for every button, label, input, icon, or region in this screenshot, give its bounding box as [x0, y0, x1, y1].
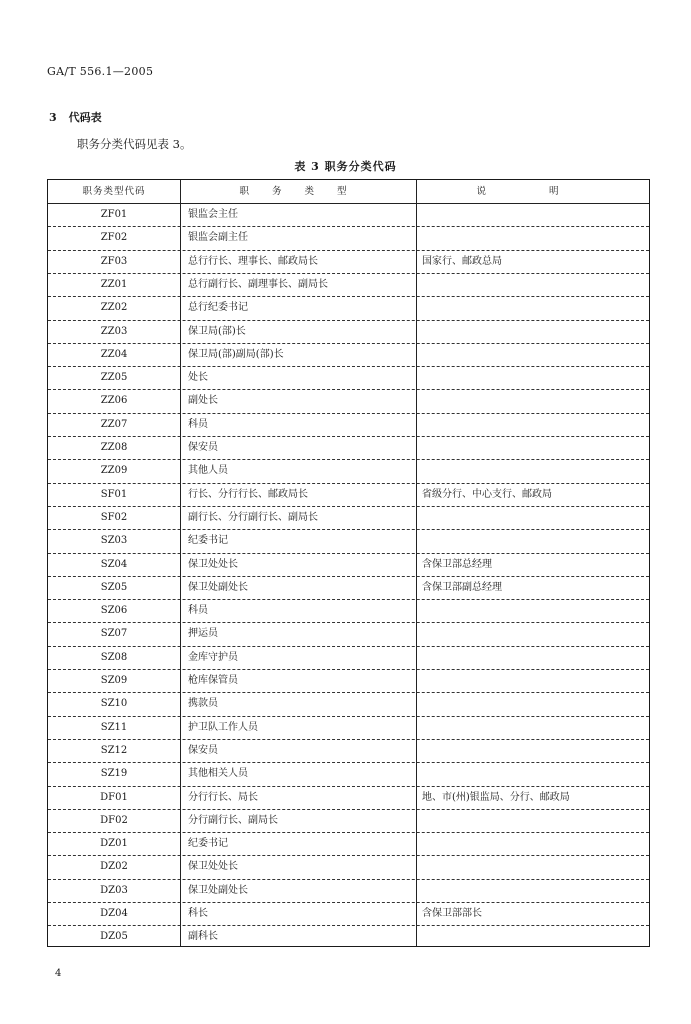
code-cell: DZ02 — [100, 861, 128, 873]
table-caption: 表 3 职务分类代码 — [294, 160, 397, 173]
note-cell — [422, 832, 648, 855]
row-rule — [48, 925, 649, 926]
intro-paragraph: 职务分类代码见表 3。 — [77, 137, 192, 151]
code-cell: DZ03 — [100, 884, 128, 896]
table-row — [48, 762, 649, 785]
row-rule — [48, 879, 649, 880]
code-cell: ZZ09 — [100, 465, 128, 477]
code-cell: SZ10 — [100, 698, 128, 710]
type-cell: 副科长 — [188, 931, 218, 943]
table-row — [48, 459, 649, 482]
table-row — [48, 832, 649, 855]
note-cell — [422, 622, 648, 645]
note-cell — [422, 226, 648, 249]
code-cell: SF01 — [100, 488, 128, 500]
table-row — [48, 320, 649, 343]
row-rule — [48, 646, 649, 647]
note-cell — [422, 203, 648, 226]
note-cell — [422, 529, 648, 552]
note-cell — [422, 343, 648, 366]
type-cell: 分行副行长、副局长 — [188, 814, 278, 826]
table-row — [48, 483, 649, 506]
type-cell: 保安员 — [188, 744, 218, 756]
type-cell: 其他相关人员 — [188, 768, 248, 780]
note-cell: 含保卫部总经理 — [422, 558, 492, 570]
code-cell: ZZ01 — [100, 278, 128, 290]
row-rule — [48, 902, 649, 903]
code-cell: ZF01 — [100, 209, 128, 220]
code-cell: ZF03 — [100, 255, 128, 267]
code-cell: SZ04 — [100, 558, 128, 570]
note-cell — [422, 762, 648, 785]
table-row — [48, 716, 649, 739]
note-cell — [422, 506, 648, 529]
type-cell: 科员 — [188, 418, 208, 430]
note-cell — [422, 809, 648, 832]
code-cell: ZZ04 — [100, 348, 128, 360]
table-row — [48, 506, 649, 529]
table-row — [48, 786, 649, 809]
table-row — [48, 622, 649, 645]
page-number: 4 — [55, 968, 62, 979]
code-cell: SZ06 — [100, 605, 128, 617]
column-header-note: 说 明 — [476, 186, 589, 197]
code-cell: DZ01 — [100, 838, 128, 850]
note-cell — [422, 273, 648, 296]
table-row — [48, 436, 649, 459]
type-cell: 副行长、分行副行长、副局长 — [188, 511, 318, 523]
type-cell: 纪委书记 — [188, 838, 228, 850]
type-cell: 银监会主任 — [188, 209, 238, 220]
type-cell: 副处长 — [188, 395, 218, 407]
row-rule — [48, 436, 649, 437]
table-row — [48, 529, 649, 552]
job-classification-table — [47, 179, 650, 947]
code-cell: SZ03 — [100, 535, 128, 547]
row-rule — [48, 320, 649, 321]
code-cell: SZ08 — [100, 651, 128, 663]
note-cell — [422, 716, 648, 739]
column-header-type: 职 务 类 型 — [239, 186, 357, 197]
note-cell: 含保卫部部长 — [422, 908, 482, 919]
row-rule — [48, 296, 649, 297]
table-row — [48, 902, 649, 925]
code-cell: SZ09 — [100, 675, 128, 686]
code-cell: DF01 — [100, 791, 128, 803]
row-rule — [48, 809, 649, 810]
code-cell: ZZ07 — [100, 418, 128, 430]
table-row — [48, 809, 649, 832]
type-cell: 总行副行长、副理事长、副局长 — [188, 278, 328, 290]
note-cell — [422, 646, 648, 669]
code-cell: ZF02 — [100, 232, 128, 244]
note-cell — [422, 436, 648, 459]
table-row — [48, 599, 649, 622]
table-row — [48, 646, 649, 669]
column-header-code: 职务类型代码 — [82, 186, 146, 197]
code-cell: DZ04 — [100, 908, 128, 919]
code-cell: ZZ03 — [100, 325, 128, 337]
code-cell: DF02 — [100, 814, 128, 826]
type-cell: 科长 — [188, 908, 208, 919]
row-rule — [48, 599, 649, 600]
table-row — [48, 879, 649, 902]
row-rule — [48, 529, 649, 530]
code-cell: DZ05 — [100, 931, 128, 943]
type-cell: 护卫队工作人员 — [188, 721, 258, 733]
type-cell: 携款员 — [188, 698, 218, 710]
note-cell — [422, 925, 648, 948]
note-cell: 省级分行、中心支行、邮政局 — [422, 488, 552, 500]
row-rule — [48, 692, 649, 693]
row-rule — [48, 622, 649, 623]
table-row — [48, 296, 649, 319]
note-cell — [422, 366, 648, 389]
type-cell: 保卫处处长 — [188, 861, 238, 873]
row-rule — [48, 553, 649, 554]
row-rule — [48, 762, 649, 763]
section-number: 3 — [49, 111, 57, 124]
type-cell: 保安员 — [188, 442, 218, 453]
section-heading — [49, 109, 102, 125]
type-cell: 保卫局(部)长 — [188, 325, 246, 337]
note-cell — [422, 669, 648, 692]
note-cell — [422, 459, 648, 482]
type-cell: 分行行长、局长 — [188, 791, 258, 803]
section-title: 代码表 — [68, 111, 102, 124]
row-rule — [48, 366, 649, 367]
type-cell: 纪委书记 — [188, 535, 228, 547]
table-row — [48, 250, 649, 273]
table-row — [48, 669, 649, 692]
type-cell: 保卫处处长 — [188, 558, 238, 570]
type-cell: 行长、分行行长、邮政局长 — [188, 488, 308, 500]
row-rule — [48, 389, 649, 390]
type-cell: 总行行长、理事长、邮政局长 — [188, 255, 318, 267]
code-cell: ZZ06 — [100, 395, 128, 407]
table-row — [48, 553, 649, 576]
type-cell: 保卫处副处长 — [188, 884, 248, 896]
row-rule — [48, 669, 649, 670]
type-cell: 其他人员 — [188, 465, 228, 477]
note-cell — [422, 692, 648, 715]
note-cell — [422, 879, 648, 902]
code-cell: SZ19 — [100, 768, 128, 780]
note-cell — [422, 296, 648, 319]
row-rule — [48, 506, 649, 507]
table-row — [48, 413, 649, 436]
type-cell: 保卫局(部)副局(部)长 — [188, 348, 284, 360]
type-cell: 枪库保管员 — [188, 675, 238, 686]
row-rule — [48, 273, 649, 274]
note-cell — [422, 320, 648, 343]
note-cell: 地、市(州)银监局、分行、邮政局 — [422, 791, 570, 803]
row-rule — [48, 576, 649, 577]
table-row — [48, 273, 649, 296]
table-row — [48, 343, 649, 366]
note-cell: 国家行、邮政总局 — [422, 255, 502, 267]
type-cell: 金库守护员 — [188, 651, 238, 663]
type-cell: 科员 — [188, 605, 208, 617]
table-row — [48, 925, 649, 948]
table-row — [48, 366, 649, 389]
code-cell: SF02 — [100, 511, 128, 523]
type-cell: 银监会副主任 — [188, 232, 248, 244]
table-header-row — [48, 180, 649, 203]
table-row — [48, 739, 649, 762]
note-cell — [422, 413, 648, 436]
note-cell — [422, 855, 648, 878]
row-rule — [48, 343, 649, 344]
type-cell: 总行纪委书记 — [188, 302, 248, 314]
table-row — [48, 855, 649, 878]
row-rule — [48, 459, 649, 460]
code-cell: SZ12 — [100, 744, 128, 756]
table-row — [48, 203, 649, 226]
row-rule — [48, 250, 649, 251]
row-rule — [48, 855, 649, 856]
code-cell: ZZ05 — [100, 372, 128, 384]
type-cell: 处长 — [188, 372, 208, 384]
code-cell: SZ11 — [100, 721, 128, 733]
code-cell: SZ07 — [100, 628, 128, 640]
type-cell: 保卫处副处长 — [188, 581, 248, 593]
note-cell — [422, 739, 648, 762]
row-rule — [48, 226, 649, 227]
code-cell: SZ05 — [100, 581, 128, 593]
code-cell: ZZ02 — [100, 302, 128, 314]
note-cell — [422, 389, 648, 412]
row-rule — [48, 716, 649, 717]
note-cell: 含保卫部副总经理 — [422, 581, 502, 593]
note-cell — [422, 599, 648, 622]
type-cell: 押运员 — [188, 628, 218, 640]
table-row — [48, 692, 649, 715]
table-row — [48, 226, 649, 249]
row-rule — [48, 413, 649, 414]
code-cell: ZZ08 — [100, 442, 128, 453]
row-rule — [48, 483, 649, 484]
row-rule — [48, 832, 649, 833]
row-rule — [48, 739, 649, 740]
table-row — [48, 576, 649, 599]
standard-number: GA/T 556.1—2005 — [47, 65, 154, 78]
row-rule — [48, 786, 649, 787]
table-row — [48, 389, 649, 412]
